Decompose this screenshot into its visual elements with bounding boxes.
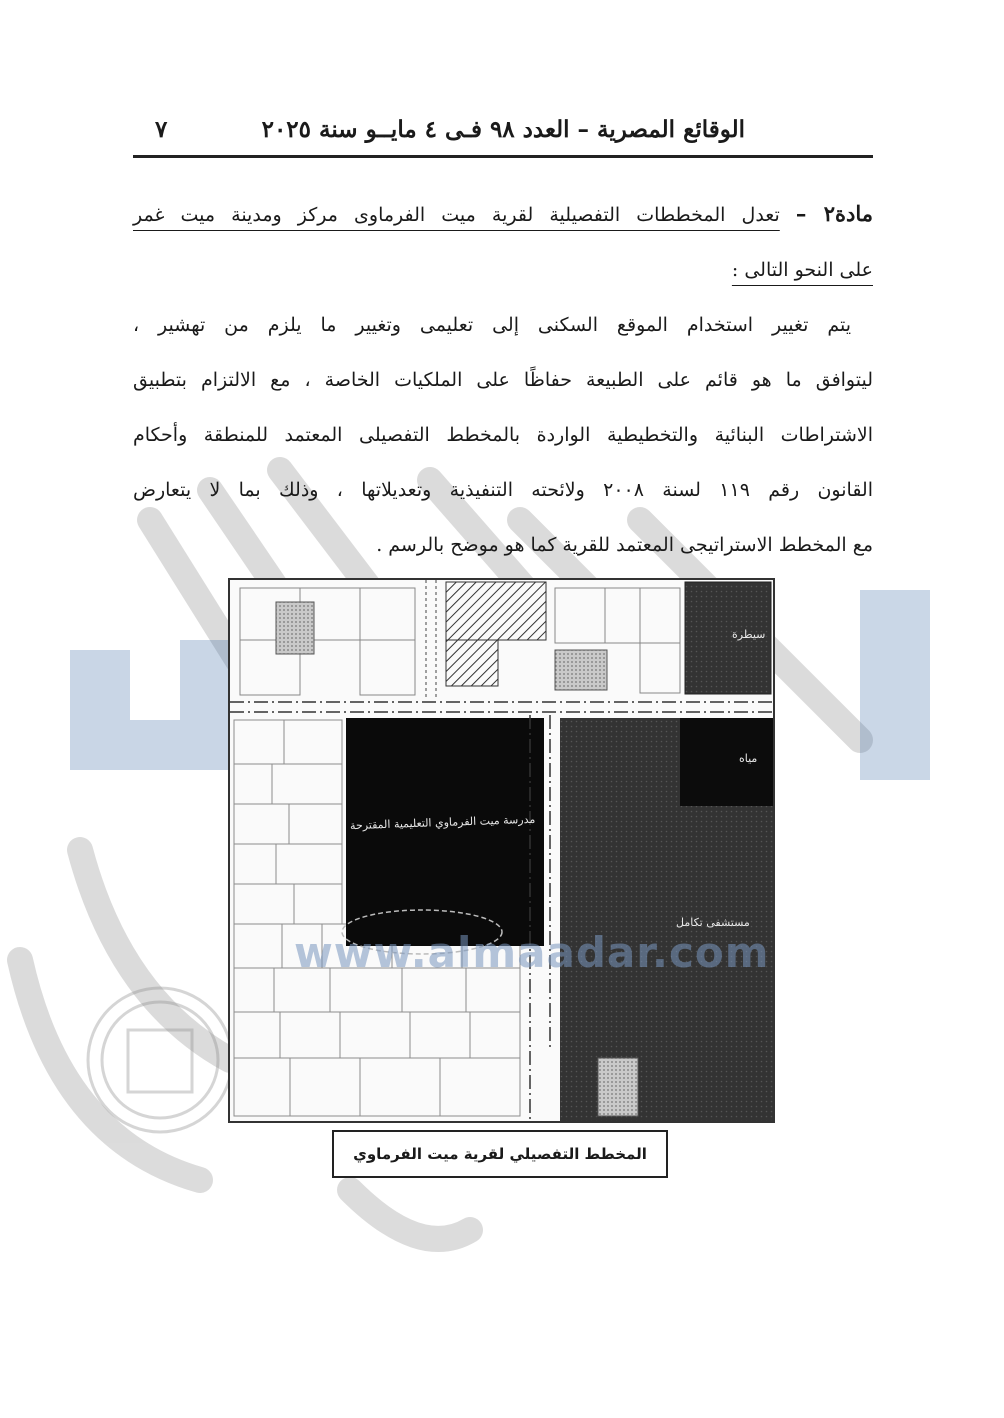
- hospital-label: مستشفى تكامل: [676, 916, 750, 929]
- school-block: [346, 718, 544, 946]
- site-map: [228, 578, 775, 1123]
- paragraph-line: الاشتراطات البنائية والتخطيطية الواردة بالمخطط التفصيلى المعتمد للمنطقة وأحكام: [133, 424, 873, 446]
- highway-label: سيطرة: [732, 628, 766, 641]
- paragraph-line: القانون رقم ١١٩ لسنة ٢٠٠٨ ولائحته التنفيذية وتعديلاتها ، وذلك بما لا يتعارض: [133, 479, 873, 501]
- watermark-url: www.almaadar.com: [294, 928, 770, 977]
- article-number: مادة٢ –: [795, 201, 874, 226]
- water-label: مياه: [739, 752, 758, 765]
- school-label: مدرسة ميت الفرماوي التعليمية المقترحة: [349, 812, 536, 833]
- article-body: [133, 186, 873, 573]
- map-caption: المخطط التفصيلي لقرية ميت الفرماوي: [332, 1130, 668, 1178]
- page-number: ٧: [155, 116, 168, 143]
- paragraph-line: ليتوافق ما هو قائم على الطبيعة حفاظًا على الملكيات الخاصة ، مع الالتزام بتطبيق: [133, 369, 873, 391]
- page-header: [133, 112, 873, 156]
- map-drawing: [230, 580, 773, 1121]
- header-rule: [133, 155, 873, 158]
- paragraph-line: مع المخطط الاستراتيجى المعتمد للقرية كما هو موضح بالرسم .: [376, 534, 873, 556]
- gray-plot: [276, 602, 314, 654]
- article-subject: تعدل المخططات التفصيلية لقرية ميت الفرماوى مركز ومدينة ميت غمر: [133, 204, 780, 226]
- gazette-title: الوقائع المصرية – العدد ٩٨ فـى ٤ مايــو سنة ٢٠٢٥: [261, 116, 745, 143]
- article-heading-line: [133, 186, 873, 243]
- paragraph-line: يتم تغيير استخدام الموقع السكنى إلى تعليمى وتغيير ما يلزم من تهشير ،: [133, 314, 851, 336]
- article-intro: على النحو التالى :: [731, 259, 873, 281]
